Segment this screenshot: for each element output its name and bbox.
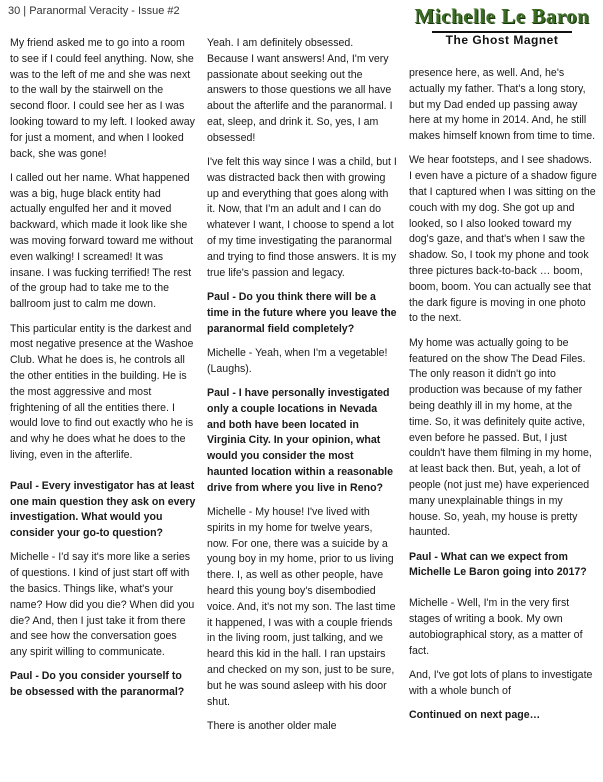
paragraph: Michelle - I'd say it's more like a series of questions. I kind of just start off with the basics. Things like, what's your name? How did you die? When did you die? And, then I just take it from there and see how the conversation goes any spirit willing to communicate. — [10, 551, 195, 659]
paragraph: This particular entity is the darkest and most negative presence at the Washoe Club. What he does is, he controls all the other entities in the building. He is the most aggressive and most frightening of all the entities there. I would love to find out exactly who he is and why he does what he does to the living, even in the afterlife. — [10, 322, 194, 461]
article-column-2 — [207, 36, 397, 743]
interview-question: Paul - Every investigator has at least one main question they ask on every investigation. What would you consider your go-to question? — [10, 479, 196, 540]
article-column-1 — [10, 36, 196, 710]
article-column-3 — [409, 66, 597, 732]
page-header: 30 | Paranormal Veracity - Issue #2 — [8, 5, 180, 17]
paragraph: There is another older male — [207, 719, 337, 732]
paragraph: Michelle - My house! I've lived with spirits in my home for twelve years, now. For one, there was a suicide by a young boy in my home, prior to us living there. I, as well as other people, have heard this young boy's disembodied voice. And, it's not my son. The last time it happened, I was with a couple friends in the living room, just talking, and we heard this kid in the hall. I ran upstairs and checked on my son, just to be sure, but he was sound asleep with his door shut. — [207, 506, 396, 708]
paragraph: Yeah. I am definitely obsessed. Because I want answers! And, I'm very passionate about seeking out the answers to those questions we all have about the afterlife and the paranormal. I eat, sleep, and drink it. So, yes, I am obsessed! — [207, 37, 393, 144]
paragraph: And, I've got lots of plans to investigate with a whole bunch of — [409, 668, 593, 697]
paragraph: My home was actually going to be featured on the show The Dead Files. The only reason it didn't go into production was because of my father being deathly ill in my home, at the time. So, it was definitely quite active, even before he passed. But, I just couldn't have them filming in my home, at least back then. But, yeah, a lot of people (not just me) have experienced many unexplainable things in my house. So, yeah, my house is pretty haunted. — [409, 336, 592, 539]
continued-note[interactable]: Continued on next page… — [409, 708, 541, 721]
michelle-le-baron-logo — [404, 4, 600, 62]
interview-question: Paul - What can we expect from Michelle Le Baron going into 2017? — [409, 550, 587, 579]
paragraph: Michelle - Well, I'm in the very first stages of writing a book. My own autobiographical story, as a matter of fact. — [409, 597, 583, 657]
interview-question: Paul - I have personally investigated only a couple locations in Nevada and both have been located in Virginia City. In your opinion, what would you consider the most haunted location within a reasonable drive from where you live in Reno? — [207, 386, 394, 494]
paragraph: I called out her name. What happened was a big, huge black entity had actually engulfed her and it moved backward, which made it look like she was moving forward toward me without even walking! I screamed! It was insane. I was fucking terrified! The rest of the group had to take me to the ballroom just to calm me down. — [10, 171, 194, 311]
interview-question: Paul - Do you think there will be a time in the future where you leave the paranormal field completely? — [207, 290, 397, 335]
logo-tagline: The Ghost Magnet — [445, 33, 559, 47]
interview-question: Paul - Do you consider yourself to be obsessed with the paranormal? — [10, 670, 185, 699]
paragraph: I've felt this way since I was a child, but I was distracted back then with growing up and everything that goes along with it. Now, that I'm an adult and I can do whatever I want, I choose to spend a lot of my time investigating the paranormal and trying to find those answers. It is my true life's passion and legacy. — [207, 156, 397, 279]
paragraph: My friend asked me to go into a room to see if I could feel anything. Now, she was to the left of me and she was next to the wall by the stairwell on the second floor. I could see her as I was looking toward to my left. I looked away for just a moment, and when I looked back, she was gone! — [10, 37, 195, 160]
paragraph: presence here, as well. And, he's actually my father. That's a long story, but my Dad ended up passing away here at my home in 2014. And, he still makes himself known from time to time. — [409, 67, 596, 143]
paragraph: We hear footsteps, and I see shadows. I even have a picture of a shadow figure that I captured when I was sitting on the couch with my dog. She got up and looked, so I also looked toward my dog's gaze, and that's when I saw the shadow. So, I took my phone and took three pictures back-to-back … boom, boom, boom. You can actually see that the dark figure is moving in one photo to the next. — [409, 154, 597, 325]
paragraph: Michelle - Yeah, when I'm a vegetable! (Laughs). — [207, 346, 388, 375]
logo-name: Michelle Le Baron — [414, 4, 590, 28]
